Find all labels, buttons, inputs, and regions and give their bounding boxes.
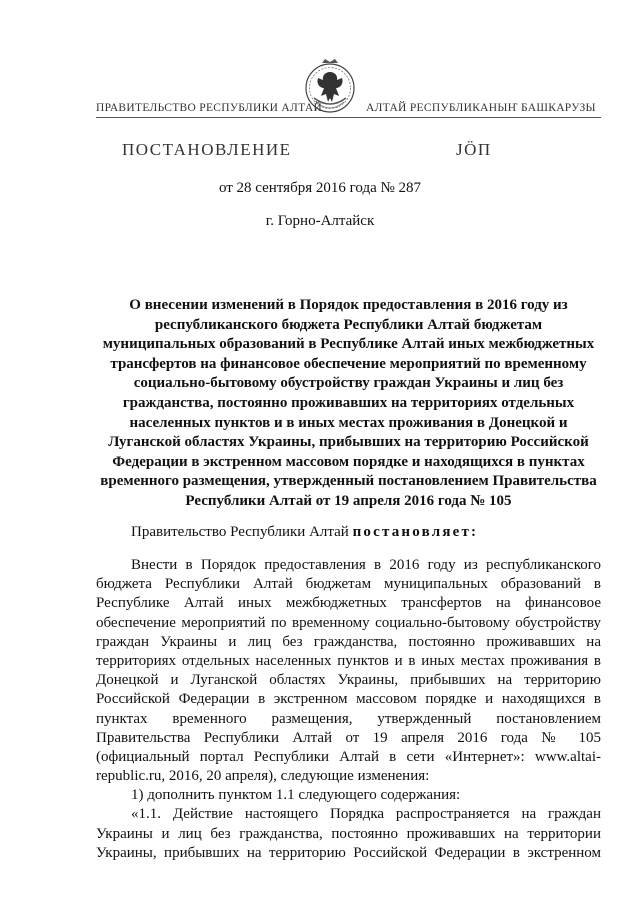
body-line: «1.1. Действие настоящего Порядка распространяется на граждан — [131, 806, 601, 823]
organization-name-altai: АЛТАЙ РЕСПУБЛИКАНЫҤ БАШКАРУЗЫ — [366, 102, 596, 114]
title-line: Республики Алтай от 19 апреля 2016 года № 105 — [185, 492, 512, 509]
document-kind-altai: JӦП — [456, 140, 492, 159]
decree-verb: постановляет: — [352, 524, 479, 540]
body-line: Правительства Республики Алтай от 19 апреля 2016 года № 105 — [96, 729, 601, 746]
body-line: обеспечение мероприятий по временному социально-бытовому обустройству — [96, 614, 601, 631]
title-line: муниципальных образований в Республике Алтай иных межбюджетных — [102, 336, 595, 353]
title-line: населенных пунктов и в иных местах проживания в Донецкой и — [129, 414, 568, 431]
body-line: территориях отдельных населенных пунктов и в иных местах проживания в — [96, 652, 601, 669]
body-line: republic.ru, 2016, 20 апреля), следующие изменения: — [96, 768, 430, 785]
list-item: 1) дополнить пунктом 1.1 следующего содержания: — [131, 787, 461, 804]
title-line: трансфертов на финансовое обеспечение мероприятий по временному — [110, 355, 587, 372]
body-line: пунктах временного размещения, утвержденный постановлением — [96, 710, 601, 727]
body-line: Российской Федерации в экстренном массовом порядке и находящихся в — [96, 691, 601, 708]
document-kind-russian: ПОСТАНОВЛЕНИЕ — [122, 140, 292, 159]
header-divider — [96, 117, 601, 118]
title-line: О внесении изменений в Порядок предоставления в 2016 году из — [129, 297, 568, 313]
body-line: (официальный портал Республики Алтай в сети «Интернет»: www.altai- — [96, 748, 601, 765]
document-city: г. Горно-Алтайск — [265, 213, 375, 229]
body-line: Республике Алтай иных межбюджетных трансфертов на финансовое — [96, 595, 601, 612]
title-line: Луганской областях Украины, прибывших на территорию Российской — [108, 434, 589, 451]
title-line: республиканского бюджета Республики Алтай бюджетам — [154, 316, 543, 333]
title-line: Федерации в экстренном массовом порядке и находящихся в пунктах — [112, 453, 585, 470]
body-line: Украины и лиц без гражданства, постоянно проживавших на территории — [96, 825, 601, 842]
body-line: Внести в Порядок предоставления в 2016 году из республиканского — [131, 557, 601, 573]
title-line: временного размещения, утвержденный постановлением Правительства — [100, 473, 597, 490]
document-body — [96, 556, 601, 863]
decree-statement — [131, 524, 478, 541]
body-line: бюджета Республики Алтай бюджетам муниципальных образований в — [96, 576, 601, 593]
title-line: социально-бытовому обустройству граждан Украины и лиц без — [133, 375, 564, 392]
title-line: гражданства, постоянно проживавших на территориях отдельных — [122, 394, 575, 411]
document-title — [96, 296, 601, 512]
body-line: граждан Украины и лиц без гражданства, постоянно проживавших на — [96, 633, 601, 650]
document-date-number: от 28 сентября 2016 года № 287 — [218, 180, 422, 196]
organization-name-russian: ПРАВИТЕЛЬСТВО РЕСПУБЛИКИ АЛТАЙ — [96, 102, 323, 114]
body-line: Украины, прибывших на территорию Российской Федерации в экстренном — [96, 844, 601, 861]
decree-subject: Правительство Республики Алтай — [131, 524, 349, 540]
body-line: Донецкой и Луганской областях Украины, прибывших на территорию — [96, 672, 601, 689]
